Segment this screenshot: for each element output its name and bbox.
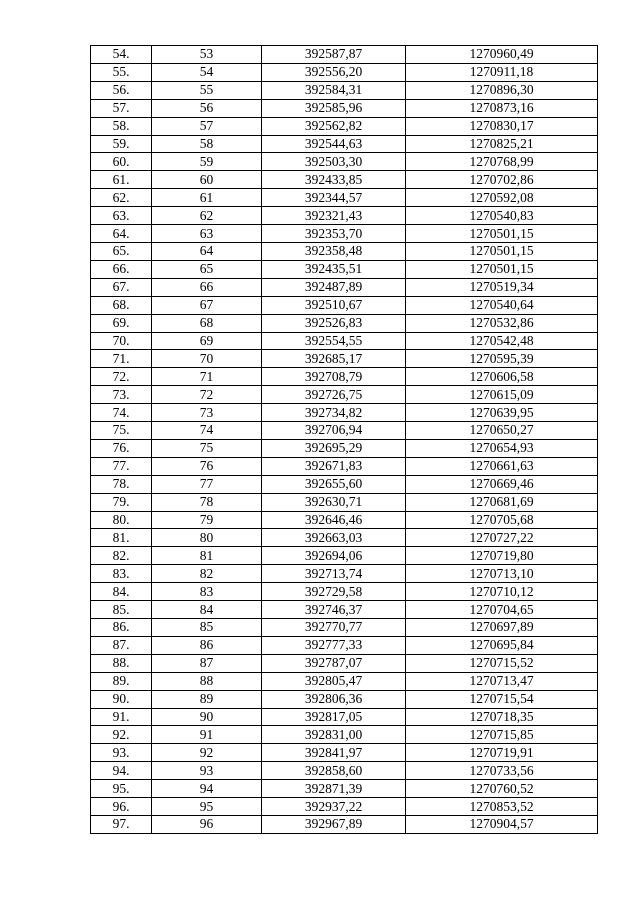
table-row xyxy=(91,332,598,350)
point-number-cell: 94 xyxy=(152,780,262,798)
table-row xyxy=(91,565,598,583)
y-coordinate-cell: 1270501,15 xyxy=(406,225,598,243)
point-number-cell: 78 xyxy=(152,493,262,511)
coordinates-table-body xyxy=(91,46,598,834)
row-number-cell: 91. xyxy=(91,708,152,726)
point-number-cell: 88 xyxy=(152,672,262,690)
point-number-cell: 65 xyxy=(152,260,262,278)
y-coordinate-cell: 1270661,63 xyxy=(406,457,598,475)
x-coordinate-cell: 392321,43 xyxy=(262,207,406,225)
point-number-cell: 80 xyxy=(152,529,262,547)
table-row xyxy=(91,368,598,386)
table-row xyxy=(91,744,598,762)
x-coordinate-cell: 392562,82 xyxy=(262,117,406,135)
row-number-cell: 84. xyxy=(91,583,152,601)
table-row xyxy=(91,493,598,511)
y-coordinate-cell: 1270718,35 xyxy=(406,708,598,726)
y-coordinate-cell: 1270705,68 xyxy=(406,511,598,529)
row-number-cell: 78. xyxy=(91,475,152,493)
point-number-cell: 91 xyxy=(152,726,262,744)
x-coordinate-cell: 392663,03 xyxy=(262,529,406,547)
y-coordinate-cell: 1270606,58 xyxy=(406,368,598,386)
table-row xyxy=(91,260,598,278)
y-coordinate-cell: 1270501,15 xyxy=(406,242,598,260)
table-row xyxy=(91,404,598,422)
table-row xyxy=(91,171,598,189)
x-coordinate-cell: 392630,71 xyxy=(262,493,406,511)
table-row xyxy=(91,117,598,135)
row-number-cell: 65. xyxy=(91,242,152,260)
x-coordinate-cell: 392858,60 xyxy=(262,762,406,780)
y-coordinate-cell: 1270873,16 xyxy=(406,99,598,117)
table-row xyxy=(91,762,598,780)
row-number-cell: 59. xyxy=(91,135,152,153)
y-coordinate-cell: 1270615,09 xyxy=(406,386,598,404)
table-row xyxy=(91,601,598,619)
point-number-cell: 70 xyxy=(152,350,262,368)
x-coordinate-cell: 392694,06 xyxy=(262,547,406,565)
point-number-cell: 63 xyxy=(152,225,262,243)
x-coordinate-cell: 392433,85 xyxy=(262,171,406,189)
y-coordinate-cell: 1270960,49 xyxy=(406,46,598,64)
x-coordinate-cell: 392503,30 xyxy=(262,153,406,171)
y-coordinate-cell: 1270715,52 xyxy=(406,654,598,672)
table-row xyxy=(91,99,598,117)
table-row xyxy=(91,439,598,457)
x-coordinate-cell: 392706,94 xyxy=(262,422,406,440)
table-row xyxy=(91,225,598,243)
table-row xyxy=(91,780,598,798)
row-number-cell: 94. xyxy=(91,762,152,780)
row-number-cell: 55. xyxy=(91,63,152,81)
row-number-cell: 81. xyxy=(91,529,152,547)
y-coordinate-cell: 1270501,15 xyxy=(406,260,598,278)
table-row xyxy=(91,636,598,654)
point-number-cell: 95 xyxy=(152,798,262,816)
x-coordinate-cell: 392806,36 xyxy=(262,690,406,708)
row-number-cell: 79. xyxy=(91,493,152,511)
y-coordinate-cell: 1270639,95 xyxy=(406,404,598,422)
y-coordinate-cell: 1270592,08 xyxy=(406,189,598,207)
table-row xyxy=(91,81,598,99)
x-coordinate-cell: 392695,29 xyxy=(262,439,406,457)
row-number-cell: 67. xyxy=(91,278,152,296)
point-number-cell: 69 xyxy=(152,332,262,350)
table-row xyxy=(91,583,598,601)
x-coordinate-cell: 392435,51 xyxy=(262,260,406,278)
x-coordinate-cell: 392646,46 xyxy=(262,511,406,529)
table-row xyxy=(91,386,598,404)
point-number-cell: 64 xyxy=(152,242,262,260)
y-coordinate-cell: 1270654,93 xyxy=(406,439,598,457)
row-number-cell: 88. xyxy=(91,654,152,672)
x-coordinate-cell: 392685,17 xyxy=(262,350,406,368)
row-number-cell: 54. xyxy=(91,46,152,64)
point-number-cell: 86 xyxy=(152,636,262,654)
table-row xyxy=(91,798,598,816)
table-row xyxy=(91,654,598,672)
table-row xyxy=(91,242,598,260)
x-coordinate-cell: 392871,39 xyxy=(262,780,406,798)
point-number-cell: 96 xyxy=(152,815,262,833)
y-coordinate-cell: 1270650,27 xyxy=(406,422,598,440)
point-number-cell: 71 xyxy=(152,368,262,386)
row-number-cell: 60. xyxy=(91,153,152,171)
row-number-cell: 80. xyxy=(91,511,152,529)
point-number-cell: 59 xyxy=(152,153,262,171)
y-coordinate-cell: 1270540,64 xyxy=(406,296,598,314)
table-row xyxy=(91,153,598,171)
point-number-cell: 66 xyxy=(152,278,262,296)
x-coordinate-cell: 392734,82 xyxy=(262,404,406,422)
row-number-cell: 83. xyxy=(91,565,152,583)
table-row xyxy=(91,529,598,547)
y-coordinate-cell: 1270768,99 xyxy=(406,153,598,171)
point-number-cell: 74 xyxy=(152,422,262,440)
y-coordinate-cell: 1270695,84 xyxy=(406,636,598,654)
table-row xyxy=(91,296,598,314)
table-row xyxy=(91,619,598,637)
row-number-cell: 61. xyxy=(91,171,152,189)
point-number-cell: 75 xyxy=(152,439,262,457)
row-number-cell: 77. xyxy=(91,457,152,475)
table-row xyxy=(91,135,598,153)
point-number-cell: 57 xyxy=(152,117,262,135)
x-coordinate-cell: 392487,89 xyxy=(262,278,406,296)
x-coordinate-cell: 392805,47 xyxy=(262,672,406,690)
x-coordinate-cell: 392655,60 xyxy=(262,475,406,493)
row-number-cell: 72. xyxy=(91,368,152,386)
row-number-cell: 73. xyxy=(91,386,152,404)
y-coordinate-cell: 1270727,22 xyxy=(406,529,598,547)
y-coordinate-cell: 1270733,56 xyxy=(406,762,598,780)
table-row xyxy=(91,690,598,708)
row-number-cell: 75. xyxy=(91,422,152,440)
point-number-cell: 84 xyxy=(152,601,262,619)
table-row xyxy=(91,207,598,225)
x-coordinate-cell: 392544,63 xyxy=(262,135,406,153)
row-number-cell: 57. xyxy=(91,99,152,117)
y-coordinate-cell: 1270595,39 xyxy=(406,350,598,368)
x-coordinate-cell: 392729,58 xyxy=(262,583,406,601)
x-coordinate-cell: 392708,79 xyxy=(262,368,406,386)
row-number-cell: 66. xyxy=(91,260,152,278)
point-number-cell: 93 xyxy=(152,762,262,780)
row-number-cell: 58. xyxy=(91,117,152,135)
x-coordinate-cell: 392510,67 xyxy=(262,296,406,314)
y-coordinate-cell: 1270704,65 xyxy=(406,601,598,619)
x-coordinate-cell: 392726,75 xyxy=(262,386,406,404)
x-coordinate-cell: 392937,22 xyxy=(262,798,406,816)
point-number-cell: 83 xyxy=(152,583,262,601)
row-number-cell: 85. xyxy=(91,601,152,619)
x-coordinate-cell: 392584,31 xyxy=(262,81,406,99)
x-coordinate-cell: 392526,83 xyxy=(262,314,406,332)
table-row xyxy=(91,46,598,64)
table-row xyxy=(91,278,598,296)
row-number-cell: 96. xyxy=(91,798,152,816)
point-number-cell: 92 xyxy=(152,744,262,762)
x-coordinate-cell: 392746,37 xyxy=(262,601,406,619)
row-number-cell: 74. xyxy=(91,404,152,422)
y-coordinate-cell: 1270904,57 xyxy=(406,815,598,833)
y-coordinate-cell: 1270710,12 xyxy=(406,583,598,601)
row-number-cell: 90. xyxy=(91,690,152,708)
x-coordinate-cell: 392344,57 xyxy=(262,189,406,207)
point-number-cell: 90 xyxy=(152,708,262,726)
point-number-cell: 56 xyxy=(152,99,262,117)
x-coordinate-cell: 392967,89 xyxy=(262,815,406,833)
table-row xyxy=(91,457,598,475)
y-coordinate-cell: 1270713,47 xyxy=(406,672,598,690)
y-coordinate-cell: 1270911,18 xyxy=(406,63,598,81)
point-number-cell: 79 xyxy=(152,511,262,529)
y-coordinate-cell: 1270896,30 xyxy=(406,81,598,99)
y-coordinate-cell: 1270532,86 xyxy=(406,314,598,332)
x-coordinate-cell: 392831,00 xyxy=(262,726,406,744)
row-number-cell: 71. xyxy=(91,350,152,368)
table-row xyxy=(91,350,598,368)
y-coordinate-cell: 1270719,91 xyxy=(406,744,598,762)
y-coordinate-cell: 1270542,48 xyxy=(406,332,598,350)
x-coordinate-cell: 392777,33 xyxy=(262,636,406,654)
y-coordinate-cell: 1270715,54 xyxy=(406,690,598,708)
row-number-cell: 82. xyxy=(91,547,152,565)
table-row xyxy=(91,547,598,565)
point-number-cell: 54 xyxy=(152,63,262,81)
y-coordinate-cell: 1270681,69 xyxy=(406,493,598,511)
row-number-cell: 76. xyxy=(91,439,152,457)
table-row xyxy=(91,422,598,440)
row-number-cell: 56. xyxy=(91,81,152,99)
x-coordinate-cell: 392554,55 xyxy=(262,332,406,350)
point-number-cell: 68 xyxy=(152,314,262,332)
coordinates-table xyxy=(90,45,598,834)
x-coordinate-cell: 392556,20 xyxy=(262,63,406,81)
table-row xyxy=(91,314,598,332)
y-coordinate-cell: 1270697,89 xyxy=(406,619,598,637)
y-coordinate-cell: 1270853,52 xyxy=(406,798,598,816)
x-coordinate-cell: 392713,74 xyxy=(262,565,406,583)
row-number-cell: 89. xyxy=(91,672,152,690)
point-number-cell: 61 xyxy=(152,189,262,207)
point-number-cell: 60 xyxy=(152,171,262,189)
point-number-cell: 82 xyxy=(152,565,262,583)
table-row xyxy=(91,708,598,726)
table-row xyxy=(91,475,598,493)
y-coordinate-cell: 1270669,46 xyxy=(406,475,598,493)
y-coordinate-cell: 1270719,80 xyxy=(406,547,598,565)
row-number-cell: 62. xyxy=(91,189,152,207)
x-coordinate-cell: 392585,96 xyxy=(262,99,406,117)
point-number-cell: 67 xyxy=(152,296,262,314)
table-row xyxy=(91,815,598,833)
table-row xyxy=(91,63,598,81)
x-coordinate-cell: 392770,77 xyxy=(262,619,406,637)
row-number-cell: 92. xyxy=(91,726,152,744)
row-number-cell: 68. xyxy=(91,296,152,314)
row-number-cell: 93. xyxy=(91,744,152,762)
x-coordinate-cell: 392671,83 xyxy=(262,457,406,475)
point-number-cell: 77 xyxy=(152,475,262,493)
x-coordinate-cell: 392587,87 xyxy=(262,46,406,64)
x-coordinate-cell: 392817,05 xyxy=(262,708,406,726)
row-number-cell: 86. xyxy=(91,619,152,637)
y-coordinate-cell: 1270540,83 xyxy=(406,207,598,225)
y-coordinate-cell: 1270760,52 xyxy=(406,780,598,798)
x-coordinate-cell: 392353,70 xyxy=(262,225,406,243)
y-coordinate-cell: 1270519,34 xyxy=(406,278,598,296)
y-coordinate-cell: 1270713,10 xyxy=(406,565,598,583)
y-coordinate-cell: 1270715,85 xyxy=(406,726,598,744)
row-number-cell: 64. xyxy=(91,225,152,243)
point-number-cell: 72 xyxy=(152,386,262,404)
row-number-cell: 87. xyxy=(91,636,152,654)
y-coordinate-cell: 1270830,17 xyxy=(406,117,598,135)
point-number-cell: 53 xyxy=(152,46,262,64)
point-number-cell: 62 xyxy=(152,207,262,225)
point-number-cell: 81 xyxy=(152,547,262,565)
x-coordinate-cell: 392358,48 xyxy=(262,242,406,260)
y-coordinate-cell: 1270702,86 xyxy=(406,171,598,189)
point-number-cell: 73 xyxy=(152,404,262,422)
point-number-cell: 55 xyxy=(152,81,262,99)
row-number-cell: 70. xyxy=(91,332,152,350)
x-coordinate-cell: 392841,97 xyxy=(262,744,406,762)
row-number-cell: 63. xyxy=(91,207,152,225)
table-row xyxy=(91,726,598,744)
point-number-cell: 85 xyxy=(152,619,262,637)
point-number-cell: 76 xyxy=(152,457,262,475)
point-number-cell: 87 xyxy=(152,654,262,672)
table-row xyxy=(91,189,598,207)
table-row xyxy=(91,511,598,529)
y-coordinate-cell: 1270825,21 xyxy=(406,135,598,153)
x-coordinate-cell: 392787,07 xyxy=(262,654,406,672)
point-number-cell: 58 xyxy=(152,135,262,153)
row-number-cell: 69. xyxy=(91,314,152,332)
row-number-cell: 97. xyxy=(91,815,152,833)
point-number-cell: 89 xyxy=(152,690,262,708)
table-row xyxy=(91,672,598,690)
row-number-cell: 95. xyxy=(91,780,152,798)
